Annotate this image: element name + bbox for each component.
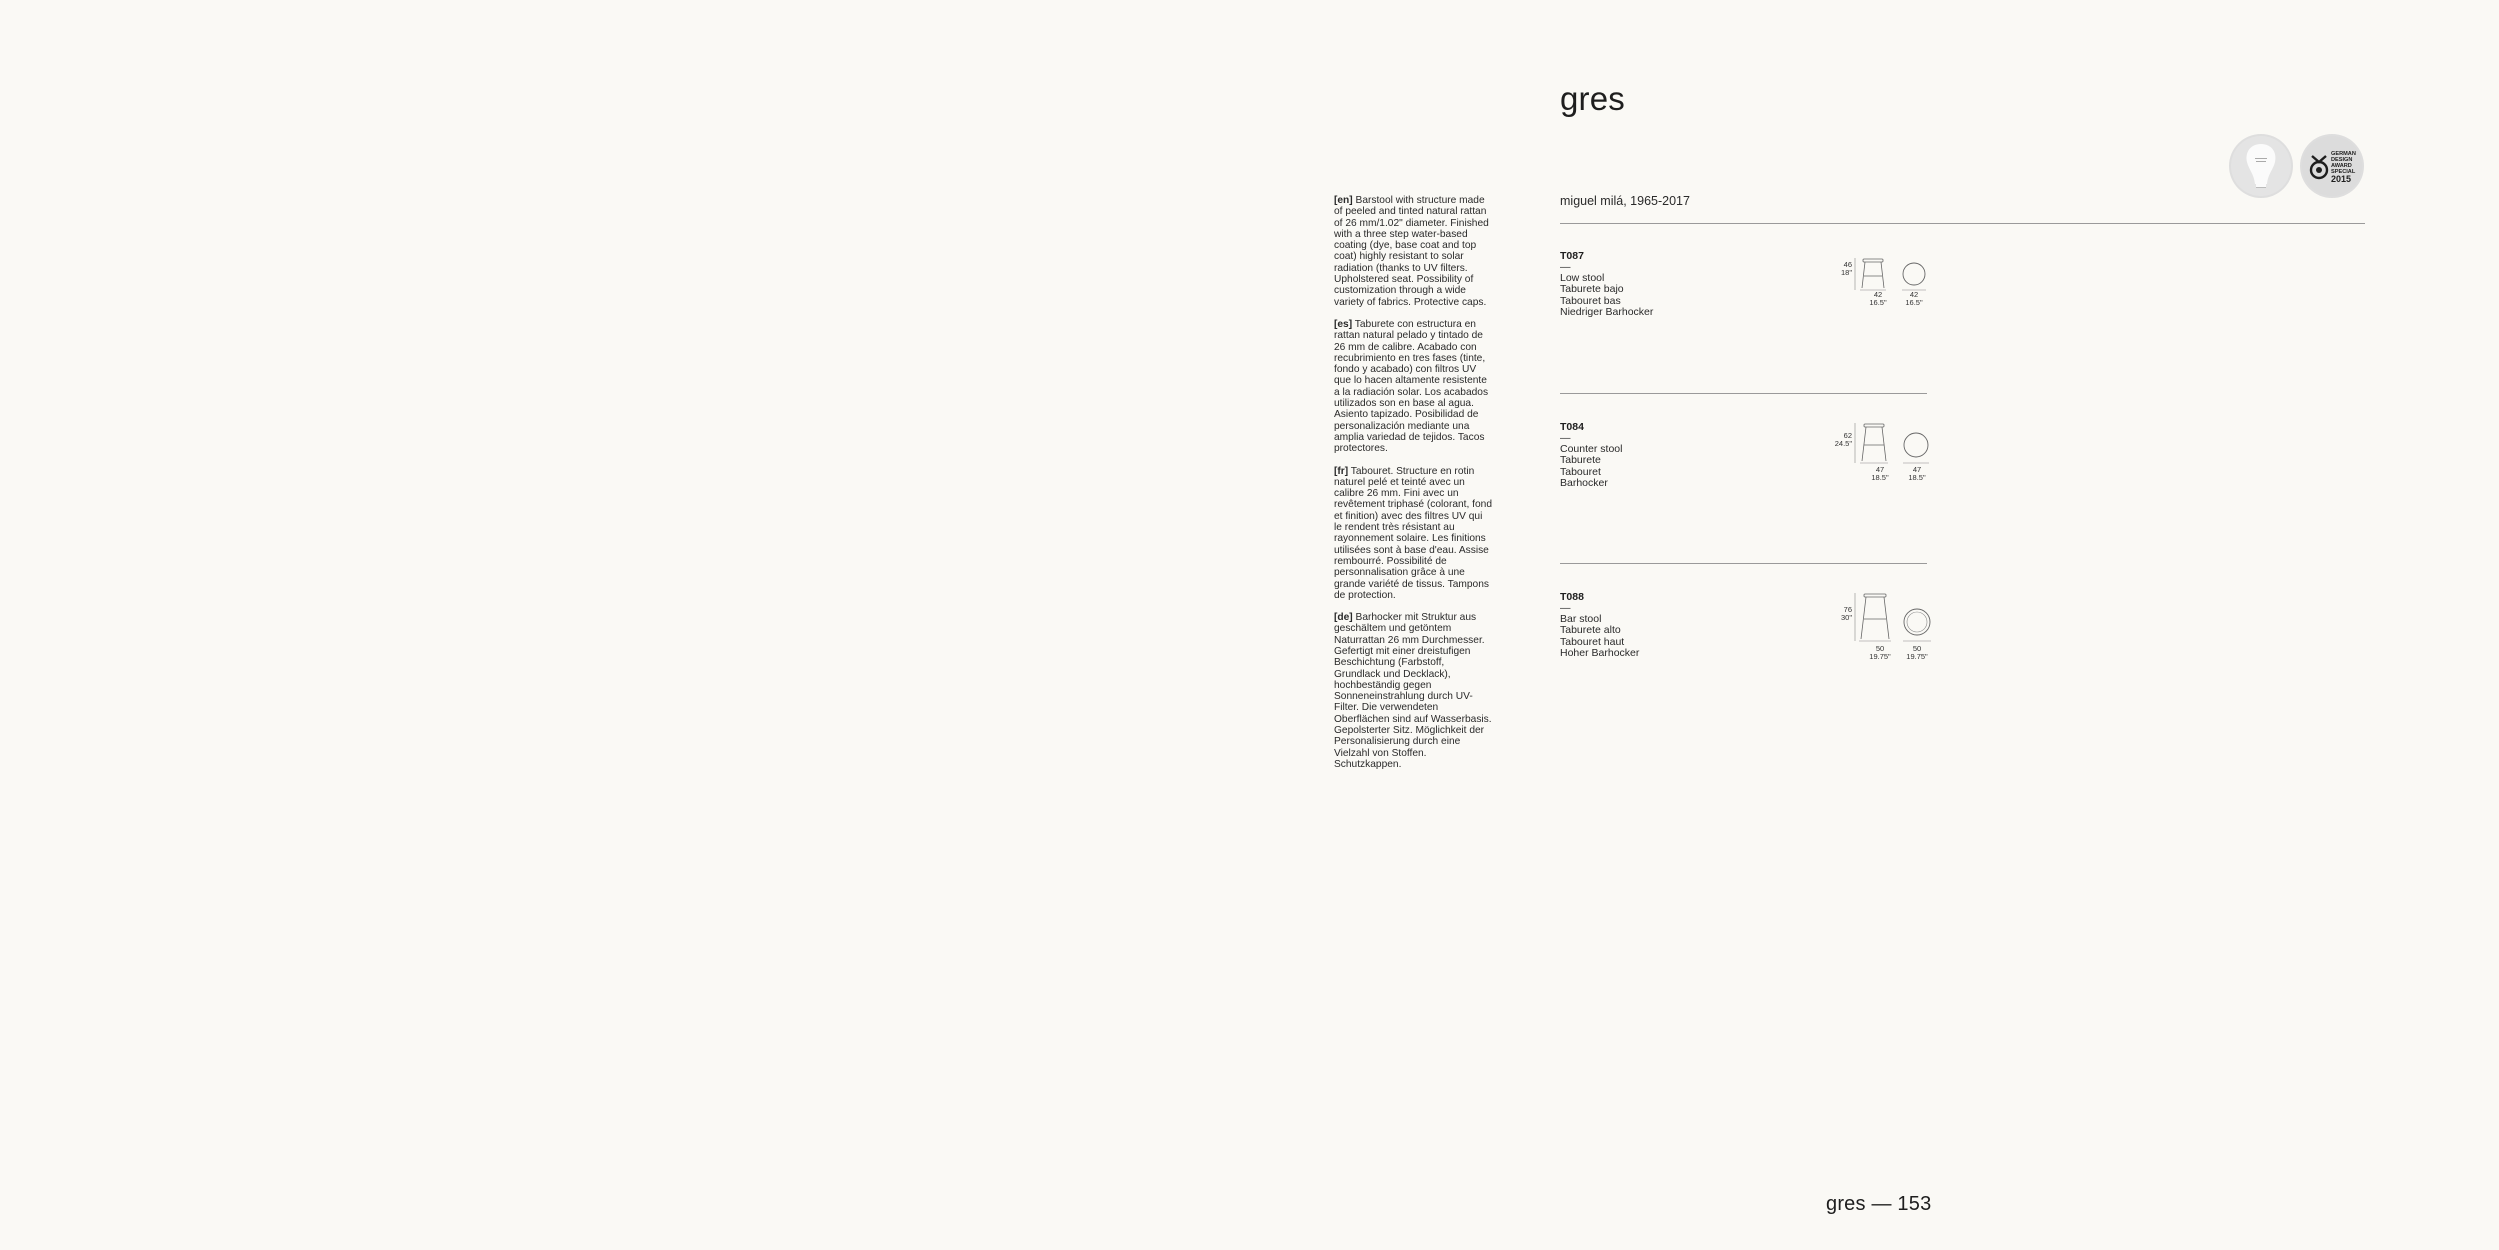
product-code: T088 — [1560, 591, 1584, 603]
stool-drawing — [1854, 421, 1934, 469]
lightbulb-icon — [2229, 134, 2293, 198]
product-t088 — [1560, 591, 1930, 691]
height-dimension: 76 30" — [1840, 605, 1852, 622]
product-divider — [1560, 563, 1930, 564]
description-fr: [fr] Tabouret. Structure en rotin naturel pelé et teinté avec un calibre 26 mm. Fini avec un revêtement triphasé (colorant, fond et finition) avec des filtres UV qui le rendent très résistant au rayonnement solaire. Les finitions utilisées sont à base d'eau. Assise rembourré. Possibilité de personnalisation grâce à une grande variété de tissus. Tampons de protection. — [1334, 465, 1492, 601]
german-design-award-badge — [2300, 134, 2364, 198]
designer-credit: miguel milá, 1965-2017 — [1560, 194, 1690, 208]
product-names: Low stool Taburete bajo Tabouret bas Niedriger Barhocker — [1560, 272, 1654, 318]
product-t084 — [1560, 421, 1930, 521]
product-t087 — [1560, 250, 1930, 350]
outdoor-badge — [2229, 134, 2293, 198]
product-code: T087 — [1560, 250, 1584, 262]
page-title: gres — [1560, 80, 1625, 117]
depth-dimension: 42 16.5" — [1905, 290, 1923, 307]
product-code: T084 — [1560, 421, 1584, 433]
width-dimension: 42 16.5" — [1869, 290, 1887, 307]
description-en: [en] Barstool with structure made of peeled and tinted natural rattan of 26 mm/1.02" diameter. Finished with a three step water-based coating (dye, base coat and top coat) highly resistant to solar radiation (thanks to UV filters. Upholstered seat. Possibility of customization through a wide variety of fabrics. Protective caps. — [1334, 195, 1489, 308]
description-es: [es] Taburete con estructura en rattan natural pelado y tintado de 26 mm de calibre. Acabado con recubrimiento en tres fases (tinte, fondo y acabado) con filtros UV que lo hacen altamente resistente a la radiación solar. Los acabados utilizados son en base al agua. Asiento tapizado. Posibilidad de personalización mediante una amplia variedad de tejidos. Tacos protectores. — [1334, 318, 1489, 455]
header-divider — [1560, 223, 2365, 224]
description-de: [de] Barhocker mit Struktur aus geschältem und getöntem Naturrattan 26 mm Durchmesser. Gefertigt mit einer dreistufigen Beschichtung (Farbstoff, Grundlack und Decklack), hochbeständig gegen Sonneneinstrahlung durch UV-Filter. Die verwendeten Oberflächen sind auf Wasserbasis. Gepolsterter Sitz. Möglichkeit der Personalisierung durch eine Vielzahl von Stoffen. Schutzkappen. — [1334, 612, 1492, 770]
award-text: GERMAN DESIGN AWARD SPECIAL 2015 — [2331, 151, 2356, 184]
width-dimension: 47 18.5" — [1871, 465, 1889, 482]
product-names: Bar stool Taburete alto Tabouret haut Hoher Barhocker — [1560, 613, 1640, 659]
product-dash: — — [1560, 432, 1571, 444]
height-dimension: 46 18" — [1840, 260, 1852, 277]
width-dimension: 50 19.75" — [1869, 644, 1891, 661]
product-dash: — — [1560, 602, 1571, 614]
height-dimension: 62 24.5" — [1834, 431, 1852, 448]
stool-drawing — [1854, 591, 1934, 645]
product-description — [1334, 195, 1492, 781]
product-divider — [1560, 393, 1930, 394]
product-names: Counter stool Taburete Tabouret Barhocker — [1560, 443, 1623, 489]
depth-dimension: 47 18.5" — [1908, 465, 1926, 482]
product-dash: — — [1560, 261, 1571, 273]
stool-drawing — [1854, 256, 1934, 296]
page-footer: gres — 153 — [1826, 1193, 1932, 1215]
depth-dimension: 50 19.75" — [1906, 644, 1928, 661]
